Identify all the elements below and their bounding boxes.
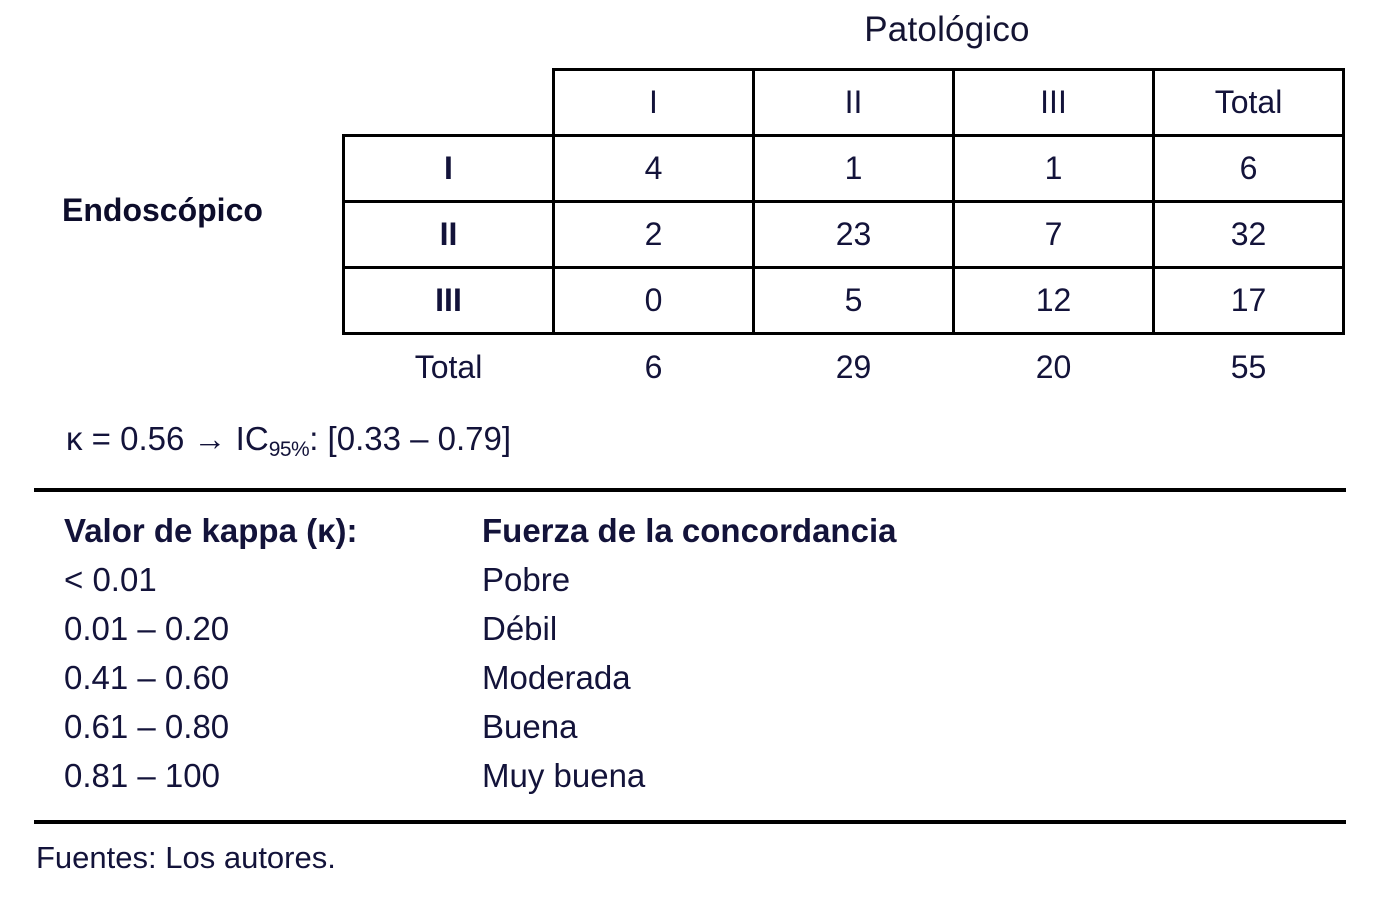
row-header-2: II xyxy=(344,202,554,268)
cell-r3c3: 12 xyxy=(954,268,1154,334)
row-group-title: Endoscópico xyxy=(62,192,263,228)
legend-row xyxy=(64,757,1064,806)
legend-value-1: < 0.01 xyxy=(64,561,157,598)
divider-bottom xyxy=(34,820,1346,824)
column-group-title: Patológico xyxy=(864,10,1030,49)
column-header-2: II xyxy=(754,70,954,136)
legend-strength-1: Pobre xyxy=(482,561,571,598)
legend-value-5: 0.81 – 100 xyxy=(64,757,220,794)
cell-r3-total: 17 xyxy=(1154,268,1344,334)
legend-header-strength: Fuerza de la concordancia xyxy=(482,512,897,549)
table-row xyxy=(344,136,1344,202)
kappa-statistic xyxy=(66,420,512,461)
cell-r2-total: 32 xyxy=(1154,202,1344,268)
total-c1: 6 xyxy=(644,348,663,385)
legend-row xyxy=(64,659,1064,708)
total-grand: 55 xyxy=(1230,348,1267,385)
cell-r1c2: 1 xyxy=(754,136,954,202)
header-corner-cell xyxy=(344,70,554,136)
table-row xyxy=(344,202,1344,268)
table-header-row xyxy=(344,70,1344,136)
agreement-table xyxy=(342,68,1345,400)
legend-value-2: 0.01 – 0.20 xyxy=(64,610,230,647)
cell-r1-total: 6 xyxy=(1154,136,1344,202)
total-row-label: Total xyxy=(414,348,483,385)
column-header-1: I xyxy=(554,70,754,136)
kappa-interpretation-legend xyxy=(64,512,1064,806)
legend-strength-4: Buena xyxy=(482,708,578,745)
kappa-suffix: : [0.33 – 0.79] xyxy=(309,420,512,457)
table-total-row xyxy=(344,334,1344,400)
cell-r2c3: 7 xyxy=(954,202,1154,268)
row-header-3: III xyxy=(344,268,554,334)
row-header-1: I xyxy=(344,136,554,202)
total-c3: 20 xyxy=(1035,348,1072,385)
cell-r3c1: 0 xyxy=(554,268,754,334)
legend-strength-3: Moderada xyxy=(482,659,631,696)
cell-r1c3: 1 xyxy=(954,136,1154,202)
legend-value-4: 0.61 – 0.80 xyxy=(64,708,230,745)
legend-header-row xyxy=(64,512,1064,561)
table-row xyxy=(344,268,1344,334)
source-note: Fuentes: Los autores. xyxy=(36,840,336,875)
divider-top xyxy=(34,488,1346,492)
cell-r3c2: 5 xyxy=(754,268,954,334)
kappa-prefix: κ = 0.56 → IC xyxy=(66,420,269,457)
cell-r2c1: 2 xyxy=(554,202,754,268)
cell-r1c1: 4 xyxy=(554,136,754,202)
column-header-total: Total xyxy=(1154,70,1344,136)
legend-value-3: 0.41 – 0.60 xyxy=(64,659,230,696)
column-header-3: III xyxy=(954,70,1154,136)
legend-row xyxy=(64,708,1064,757)
legend-strength-2: Débil xyxy=(482,610,558,647)
kappa-subscript: 95% xyxy=(268,438,310,461)
cell-r2c2: 23 xyxy=(754,202,954,268)
legend-row xyxy=(64,610,1064,659)
legend-strength-5: Muy buena xyxy=(482,757,646,794)
legend-header-value: Valor de kappa (κ): xyxy=(64,512,358,549)
legend-row xyxy=(64,561,1064,610)
total-c2: 29 xyxy=(835,348,872,385)
